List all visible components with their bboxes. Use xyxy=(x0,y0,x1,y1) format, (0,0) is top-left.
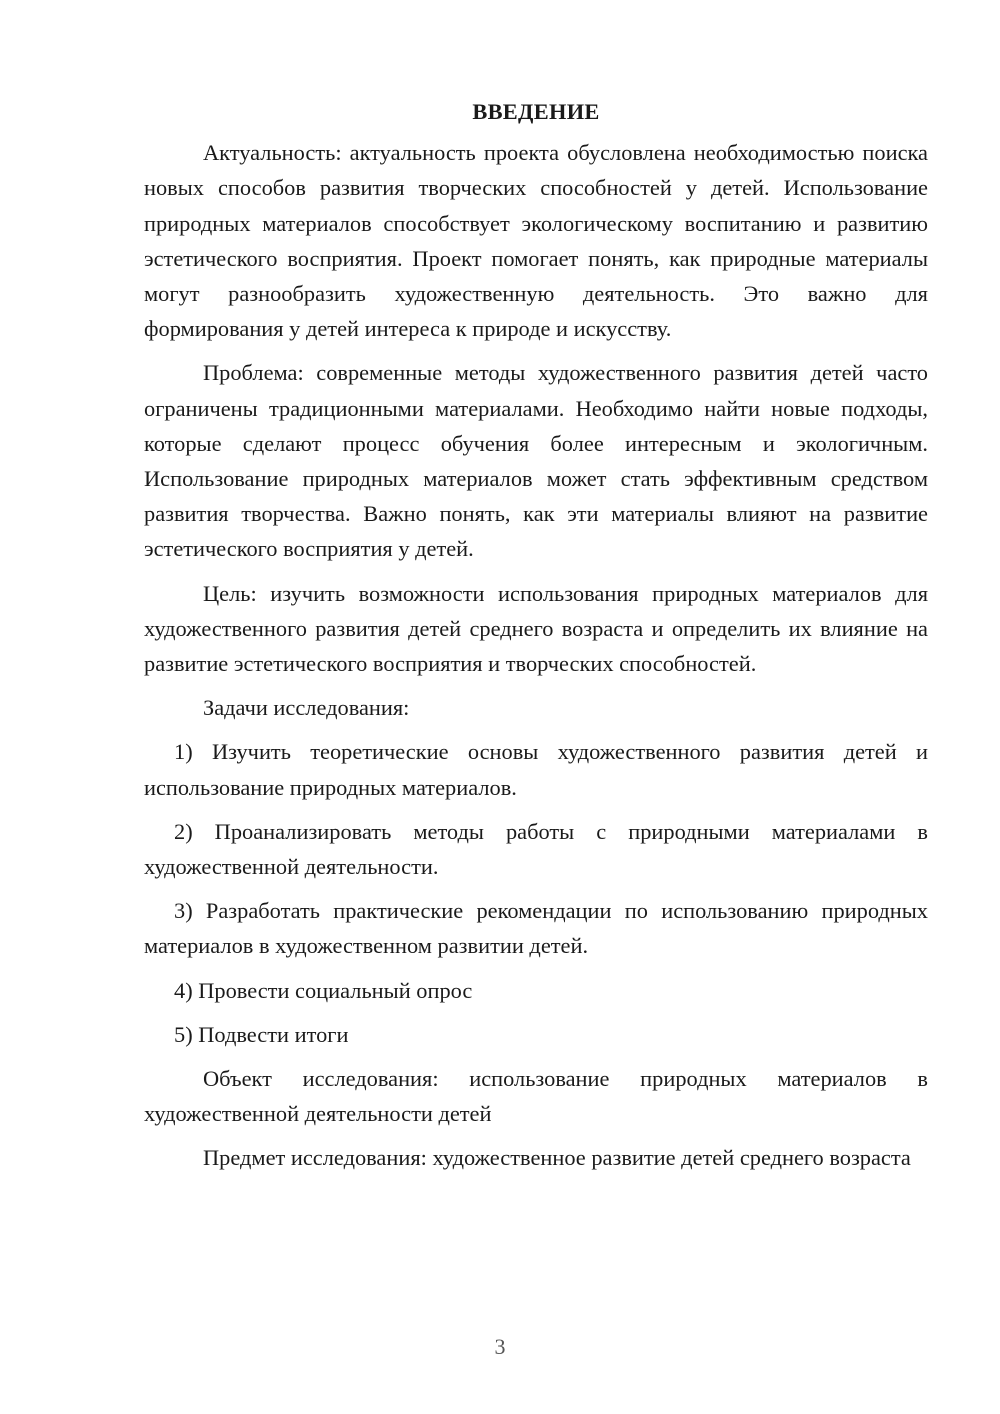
page-number: 3 xyxy=(494,1334,506,1359)
task-item-3: 3) Разработать практические рекомендации по использованию природных материалов в художественном развитии детей. xyxy=(144,898,928,959)
task-item-5: 5) Подвести итоги xyxy=(174,1021,349,1047)
paragraph-problem: Проблема: современные методы художественного развития детей часто ограничены традиционными материалами. Необходимо найти новые подходы, которые сделают процесс обучения более интересным и экологичным. Использование природных материалов может стать эффективным средством развития творчества. Важно понять, как эти материалы влияют на развитие эстетического восприятия у детей. xyxy=(144,360,928,562)
task-item-2: 2) Проанализировать методы работы с природными материалами в художественной деятельности. xyxy=(144,818,928,880)
paragraph-subject: Предмет исследования: художественное развитие детей среднего возраста xyxy=(203,1145,911,1171)
paragraph-object: Объект исследования: использование природных материалов в художественной деятельности детей xyxy=(144,1066,928,1127)
tasks-heading: Задачи исследования: xyxy=(203,695,410,721)
page-content xyxy=(144,94,928,1185)
paragraph-relevance: Актуальность: актуальность проекта обусловлена необходимостью поиска новых способов развития творческих способностей у детей. Использование природных материалов способствует экологическому воспитанию и развитию эстетического восприятия. Проект помогает понять, как природные материалы могут разнообразить художественную деятельность. Это важно для формирования у детей интереса к природе и искусству. xyxy=(144,140,928,342)
section-title: ВВЕДЕНИЕ xyxy=(472,99,600,124)
task-item-1: 1) Изучить теоретические основы художественного развития детей и использование природных материалов. xyxy=(144,739,928,800)
paragraph-goal: Цель: изучить возможности использования природных материалов для художественного развития детей среднего возраста и определить их влияние на развитие эстетического восприятия и творческих способностей. xyxy=(144,580,928,677)
task-item-4: 4) Провести социальный опрос xyxy=(174,977,473,1003)
